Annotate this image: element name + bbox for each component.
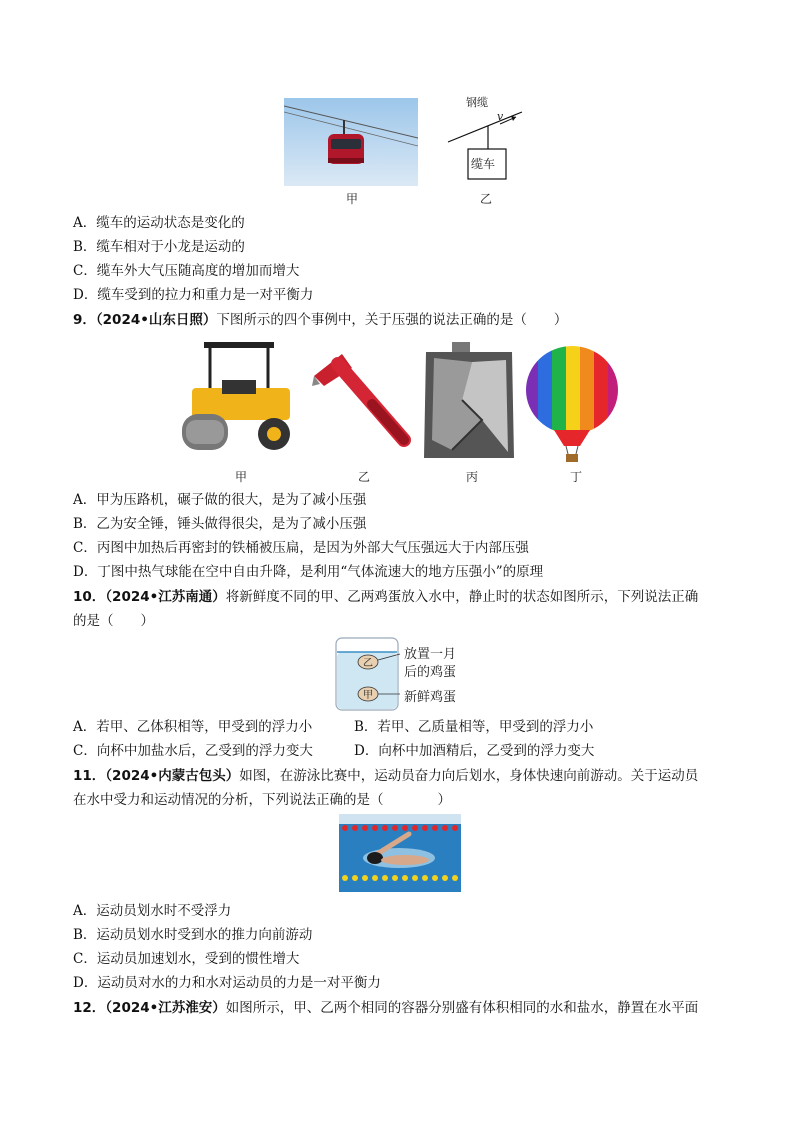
q11-source: （2024•内蒙古包头）: [105, 768, 240, 784]
q9-stem-text: 下图所示的四个事例中，关于压强的说法正确的是（ ）: [216, 312, 568, 328]
swimmer-photo: [339, 814, 461, 892]
q12-stem-line1: [73, 999, 698, 1017]
old-egg-label-line2: 后的鸡蛋: [404, 665, 457, 680]
egg-label-yi: 乙: [363, 658, 373, 669]
q10-option-d: D．向杯中加酒精后，乙受到的浮力变大: [354, 743, 595, 759]
q10-stem-line1: [73, 588, 698, 606]
q9-number: 9．: [73, 312, 96, 328]
q12-stem-text: 如图所示，甲、乙两个相同的容器分别盛有体积相同的水和盐水，静置在水平面: [225, 1000, 699, 1016]
velocity-label: v: [497, 110, 504, 123]
q11-option-d: D．运动员对水的力和水对运动员的力是一对平衡力: [73, 975, 381, 991]
q10-stem-text: 将新鲜度不同的甲、乙两鸡蛋放入水中，静止时的状态如图所示，下列说法正确: [225, 589, 699, 605]
q12-source: （2024•江苏淮安）: [105, 1000, 226, 1016]
hot-air-balloon-image: [524, 346, 620, 464]
q9-stem: [73, 311, 567, 329]
q11-number: 11．: [73, 768, 106, 784]
q8-option-c: C．缆车外大气压随高度的增加而增大: [73, 263, 300, 279]
figure-caption-jia: 甲: [346, 192, 359, 206]
figure-caption-yi: 乙: [480, 192, 493, 206]
q10-option-c: C．向杯中加盐水后，乙受到的浮力变大: [73, 743, 313, 759]
q9-option-d: D．丁图中热气球能在空中自由升降，是利用“气体流速大的地方压强小”的原理: [73, 564, 544, 580]
q11-option-c: C．运动员加速划水，受到的惯性增大: [73, 951, 300, 967]
q9-caption-bing: 丙: [466, 470, 479, 484]
q12-number: 12．: [73, 1000, 106, 1016]
q9-caption-ding: 丁: [570, 470, 583, 484]
q10-option-b: B．若甲、乙质量相等，甲受到的浮力小: [354, 719, 594, 735]
q9-caption-jia: 甲: [235, 470, 248, 484]
fresh-egg-label: 新鲜鸡蛋: [404, 690, 457, 705]
q8-option-d: D．缆车受到的拉力和重力是一对平衡力: [73, 287, 314, 303]
q11-stem-line1: [73, 767, 698, 785]
q9-option-a: A．甲为压路机，碾子做的很大，是为了减小压强: [73, 492, 367, 508]
car-label: 缆车: [471, 157, 496, 171]
q8-option-a: A．缆车的运动状态是变化的: [73, 215, 245, 231]
q11-option-b: B．运动员划水时受到水的推力向前游动: [73, 927, 313, 943]
q10-option-a: A．若甲、乙体积相等，甲受到的浮力小: [73, 719, 313, 735]
q8-option-b: B．缆车相对于小龙是运动的: [73, 239, 245, 255]
cable-label: 钢缆: [466, 96, 488, 109]
q11-stem-text: 如图，在游泳比赛中，运动员奋力向后划水，身体快速向前游动。关于运动员: [239, 768, 699, 784]
q11-option-a: A．运动员划水时不受浮力: [73, 903, 232, 919]
egg-label-jia: 甲: [363, 690, 373, 701]
cable-car-photo: [284, 98, 418, 186]
q10-stem-line2: 的是（ ）: [73, 613, 154, 629]
q9-option-b: B．乙为安全锤，锤头做得很尖，是为了减小压强: [73, 516, 367, 532]
q10-number: 10．: [73, 589, 106, 605]
q9-option-c: C．丙图中加热后再密封的铁桶被压扁，是因为外部大气压强远大于内部压强: [73, 540, 529, 556]
safety-hammer-image: [312, 340, 412, 452]
old-egg-label-line1: 放置一月: [404, 647, 457, 662]
q9-caption-yi: 乙: [358, 470, 371, 484]
crushed-iron-can-image: [422, 340, 518, 460]
q10-source: （2024•江苏南通）: [105, 589, 226, 605]
road-roller-image: [182, 340, 300, 452]
q11-stem-line2: 在水中受力和运动情况的分析，下列说法正确的是（ ）: [73, 792, 451, 808]
q9-source: （2024•山东日照）: [95, 312, 217, 328]
